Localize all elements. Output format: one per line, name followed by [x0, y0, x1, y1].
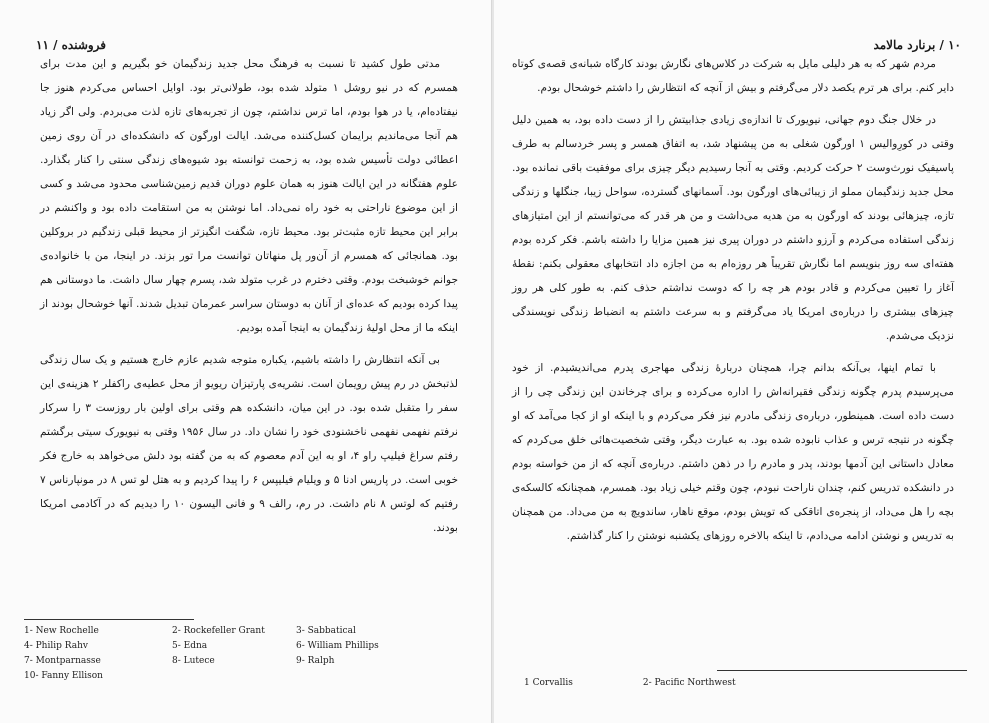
footnote-item: 4- Philip Rahv [24, 641, 88, 651]
left-paragraph: بی آنکه انتظارش را داشته باشیم، یکباره متوجه شدیم عازم خارج هستیم و یک سال زندگی لذتبخش در رم پیش رویمان است. نشریه‌ی پارتیزان ریویو از محل عطیه‌ی راکفلر ۲ هزینه‌ی این سفر را متقبل شده بود. در این میان، دانشکده هم وقتی برای اولین بار روزست ۳ را سرکار نرفتم نفهمی نفهمی ناخشنودی خود را نشان داد. در سال ۱۹۵۶ وقتی به نیویورک سیتی برگشتم رفتم سراغ فیلیپ راو ۴، او به این آدم معصوم که به من گفته بود دلش می‌خواهد به خارج فکر خوبی است. در پاریس ادنا ۵ و ویلیام فیلیپس ۶ را پیدا کردیم و به هتل لو تس ۸ در مونپارناس ۷ رفتیم که لوتس ۸ نام داشت. در رم، رالف ۹ و فانی الیسون ۱۰ را دیدیم که در آکادمی امریکا بودند. [40, 354, 458, 534]
left-footnotes [24, 626, 464, 681]
footnote-item: 9- Ralph [296, 656, 335, 666]
left-body-text [40, 52, 458, 540]
footnote-item: 1 Corvallis [524, 678, 573, 688]
footnote-item: 1- New Rochelle [24, 626, 99, 636]
footnote-item: 10- Fanny Ellison [24, 671, 103, 681]
right-page [494, 0, 989, 723]
right-running-head: ۱۰ / برنارد مالامد [873, 38, 961, 52]
right-paragraph: مردم شهر که به هر دلیلی مایل به شرکت در کلاس‌های نگارش بودند کارگاه شبانه‌ی قصه‌ی کوتاه دایر کنم. برای هر ترم یکصد دلار می‌گرفتم و بیش از آنچه که انتظارش را داشتم خوشحال بودم. [512, 58, 954, 94]
right-footnote-rule [717, 670, 967, 671]
footnote-item: 8- Lutece [172, 656, 215, 666]
footnote-item: 5- Edna [172, 641, 208, 651]
footnote-item: 7- Montparnasse [24, 656, 101, 666]
footnote-item: 2- Rockefeller Grant [172, 626, 265, 636]
right-paragraph: با تمام اینها، بی‌آنکه بدانم چرا، همچنان دربارهٔ زندگی مهاجری پدرم می‌اندیشیدم. از خود می‌پرسیدم پدرم چگونه زندگی فقیرانه‌اش را اداره می‌کرده و برای چرخاندن این زندگی چی را از دست داده است. همینطور، درباره‌ی زندگی مادرم نیز فکر می‌کردم و با اینکه او از کجا می‌آمد که او چگونه در نتیجه ترس و عذاب نابوده شده بود. به عبارت دیگر، وقتی شخصیت‌هائی خلق می‌کردم که معادل داستانی این آدمها بودند، پدر و مادرم را در ذهن داشتم. درباره‌ی آنچه که از من خواسته بودم در دانشکده تدریس کنم، چندان ناراحت نبودم، چون وقتم خیلی زیاد بود. همسرم، همچنانکه کالسکه‌ی بچه را هل می‌داد، از پنجره‌ی اتاقکی که تویش بودم، موقع ناهار، ساندویچ به من می‌داد. من همچنان به تدریس و نوشتن ادامه می‌دادم، تا اینکه بالاخره روزهای یکشنبه نوشتن را کنار گذاشتم. [512, 362, 954, 542]
footnote-item: 3- Sabbatical [296, 626, 356, 636]
footnote-item: 6- William Phillips [296, 641, 379, 651]
right-footnotes [524, 678, 944, 688]
left-footnote-rule [24, 619, 194, 620]
left-paragraph: مدتی طول کشید تا نسبت به فرهنگ محل جدید زندگیمان خو بگیریم و این مدت برای همسرم که در نیو روشل ۱ متولد شده بود، طولانی‌تر بود. اوایل احساس می‌کردم هنوز جا نیفتاده‌ام، یا در هوا بودم، اما ترس نداشتم، چون از تجربه‌های تازه لذت می‌بردم. ولی اگر زیاد هم آنجا می‌ماندیم برایمان کسل‌کننده می‌شد. ایالت اورگون که دانشکده‌ای در آن روی زمین اعطائی دولت تأسیس شده بود، به زحمت توانسته بود شیوه‌های زندگی سنتی را کنار بگذارد. علوم هفتگانه در این ایالت هنوز به همان علوم دوران قدیم زمین‌شناسی محدود می‌شد و کسی از این موضوع ناراحتی به خود راه نمی‌داد. اما نوشتن به من استقامت داده بود و واکنشم در برابر این محیط تازه مثبت‌تر بود. محیط تازه، شگفت انگیزتر از محیط قبلی زندگیم در بروکلین بود. همانجائی که همسرم از آن‌ور پل منهاتان توانست مرا تور بزند. در اینجا، من با خانواده‌ی جوانم خوشبخت بودم. وقتی دخترم در غرب متولد شد، پسرم چهار سال داشت. ما دوستانی هم پیدا کرده بودیم که عده‌ای از آنان به دوستان سراسر عمرمان تبدیل شدند. آنها خوشحال بودند از اینکه ما از محل اولیهٔ زندگیمان به اینجا آمده بودیم. [40, 58, 458, 334]
right-body-text [512, 52, 954, 548]
footnote-item: 2- Pacific Northwest [642, 678, 736, 688]
left-running-head: فروشنده / ۱۱ [36, 38, 107, 52]
left-page [0, 0, 492, 723]
right-paragraph: در خلال جنگ دوم جهانی، نیویورک تا اندازه‌ی زیادی جذابیتش را از دست داده بود، به همین دلیل وقتی در کورِوالیس ۱ اورگون شغلی به من پیشنهاد شد، به اتفاق همسر و پسر خردسالم به طرف پاسیفیک نورث‌وست ۲ حرکت کردیم. وقتی به آنجا رسیدیم دیگر چیزی برای موفقیت باقی نمانده بود. محل جدید زندگیمان مملو از زیبائی‌های اورگون بود. آسمانهای گسترده، سواحل زیبا، جنگلها و زندگی تازه، چیزهائی بودند که اورگون به من هدیه می‌داشت و من هر قدر که می‌توانستم از این امتیازهای زندگی استفاده می‌کردم و آرزو داشتم در دوران پیری نیز همین مزایا را داشته باشم. فکر کرده بودم هفته‌ای سه روز بنویسم اما نگارش تقریباً هر روزه‌ام به من اجازه داد انتخابهای معقولی بکنم: نقطهٔ آغاز را تعیین می‌کردم و قادر بودم هر چه را که دوست نداشتم حذف کنم. به طور کلی هر روز چیزهای بیشتری را درباره‌ی امریکا یاد می‌گرفتم و به سرعت داشتم به انضباط زندگی نویسندگی نزدیک می‌شدم. [512, 114, 954, 342]
